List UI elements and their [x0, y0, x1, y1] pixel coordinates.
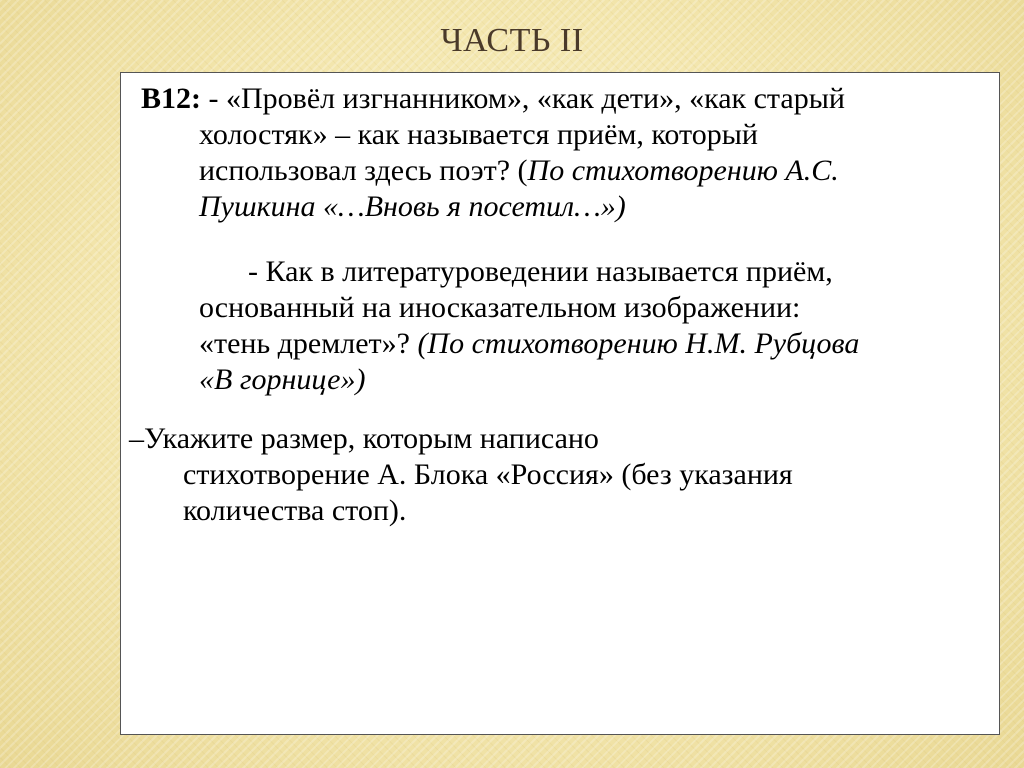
question-text: - «Провёл изгнанником», «как дети», «как старый: [201, 82, 845, 115]
question-b12-part3: [129, 421, 989, 529]
question-line: –Укажите размер, которым написано: [129, 422, 599, 455]
question-line: стихотворение А. Блока «Россия» (без указания: [183, 458, 793, 491]
question-line: [141, 153, 991, 189]
question-line: холостяк» – как называется приём, который: [199, 118, 758, 151]
slide-title: ЧАСТЬ II: [440, 22, 584, 59]
source-reference: Пушкина «…Вновь я посетил…»): [199, 190, 626, 223]
question-text-box: [120, 72, 1000, 735]
question-b12-part1: [141, 81, 991, 225]
question-text: использовал здесь поэт? (: [199, 154, 528, 187]
question-line: основанный на иносказательном изображении:: [199, 291, 801, 324]
source-reference: (По стихотворению Н.М. Рубцова: [417, 327, 860, 360]
source-reference: По стихотворению А.С.: [527, 154, 839, 187]
question-text: «тень дремлет»?: [199, 327, 418, 360]
question-line: [141, 326, 991, 362]
question-line: - Как в литературоведении называется приём,: [248, 255, 833, 288]
source-reference: «В горнице»): [199, 363, 366, 396]
question-line: [141, 81, 991, 117]
question-label: В12:: [141, 82, 201, 115]
question-b12-part2: [141, 254, 991, 398]
question-line: количества стоп).: [183, 494, 407, 527]
